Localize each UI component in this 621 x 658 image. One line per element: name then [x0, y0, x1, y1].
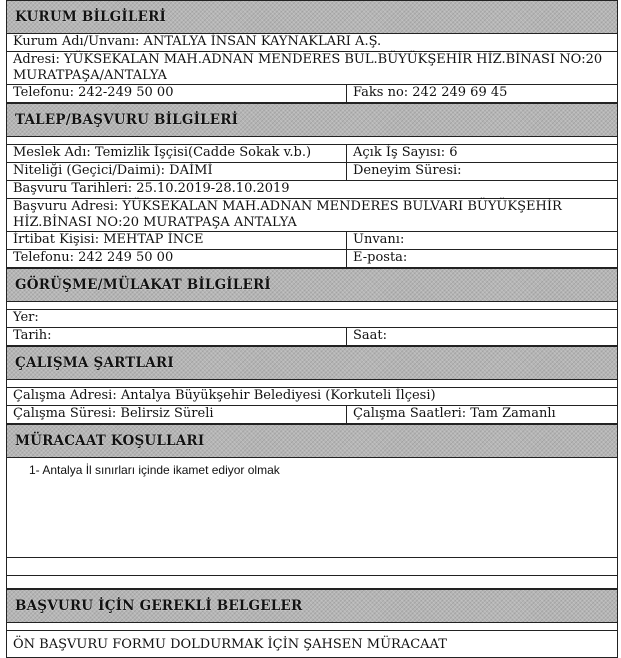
kurum-adi-row [7, 34, 617, 52]
job-posting-form [6, 0, 618, 658]
calisma-adresi: Çalışma Adresi: Antalya Büyükşehir Belediyesi (Korkuteli İlçesi) [13, 388, 436, 403]
kurum-telefon: Telefonu: 242-249 50 00 [7, 85, 347, 102]
unvani: Unvanı: [353, 232, 405, 247]
kurum-adi: Kurum Adı/Unvanı: ANTALYA İNSAN KAYNAKLARI A.Ş. [13, 34, 382, 49]
basvuru-adresi-row [7, 199, 617, 232]
divider [7, 558, 617, 576]
yer-row [7, 310, 617, 328]
muracaat-list [7, 458, 617, 558]
tarih-saat-row [7, 328, 617, 346]
gorusme-saat: Saat: [353, 328, 388, 343]
meslek-adi: Meslek Adı: Temizlik İşçisi(Cadde Sokak v.b.) [7, 145, 347, 162]
section-header-talep: TALEP/BAŞVURU BİLGİLERİ [7, 103, 617, 137]
eposta: E-posta: [353, 250, 408, 265]
nitelik-row [7, 163, 617, 181]
gorusme-tarih: Tarih: [7, 328, 347, 345]
acik-is-sayisi: Açık İş Sayısı: 6 [353, 145, 458, 160]
basvuru-tarihleri-row [7, 181, 617, 199]
meslek-row [7, 145, 617, 163]
form-frame [6, 0, 618, 658]
kurum-faks: Faks no: 242 249 69 45 [353, 85, 508, 100]
section-header-calisma: ÇALIŞMA ŞARTLARI [7, 346, 617, 380]
divider [7, 302, 617, 310]
niteligi: Niteliği (Geçici/Daimi): DAİMİ [7, 163, 347, 180]
belgeler-text: ÖN BAŞVURU FORMU DOLDURMAK İÇİN ŞAHSEN MÜRACAAT [7, 631, 617, 658]
kurum-adres-row [7, 52, 617, 85]
divider [7, 623, 617, 631]
divider [7, 137, 617, 145]
basvuru-adresi: Başvuru Adresi: YÜKSEKALAN MAH.ADNAN MENDERES BULVARI BÜYÜKŞEHİR HİZ.BİNASI NO:20 MURATPAŞA ANTALYA [13, 199, 562, 230]
section-header-kurum: KURUM BİLGİLERİ [7, 0, 617, 34]
section-header-belgeler: BAŞVURU İÇİN GEREKLİ BELGELER [7, 589, 617, 623]
irtibat-row [7, 232, 617, 250]
irtibat-kisisi: İrtibat Kişisi: MEHTAP İNCE [7, 232, 347, 249]
calisma-suresi: Çalışma Süresi: Belirsiz Süreli [7, 406, 347, 423]
kurum-adres: Adresi: YÜKSEKALAN MAH.ADNAN MENDERES BUL.BÜYÜKŞEHİR HİZ.BİNASI NO:20 MURATPAŞA/ANTALYA [13, 52, 603, 83]
list-item: 1- Antalya İl sınırları içinde ikamet ediyor olmak [29, 463, 280, 477]
divider [7, 576, 617, 589]
kurum-telefon-row [7, 85, 617, 103]
basvuru-tarihleri: Başvuru Tarihleri: 25.10.2019-28.10.2019 [13, 181, 290, 196]
section-header-muracaat: MÜRACAAT KOŞULLARI [7, 424, 617, 458]
talep-telefon-row [7, 250, 617, 268]
gorusme-yer: Yer: [13, 310, 39, 325]
divider [7, 380, 617, 388]
talep-telefon: Telefonu: 242 249 50 00 [7, 250, 347, 267]
calisma-saatleri: Çalışma Saatleri: Tam Zamanlı [353, 406, 556, 421]
calisma-adres-row [7, 388, 617, 406]
section-header-gorusme: GÖRÜŞME/MÜLAKAT BİLGİLERİ [7, 268, 617, 302]
calisma-suresi-row [7, 406, 617, 424]
deneyim-suresi: Deneyim Süresi: [353, 163, 462, 178]
